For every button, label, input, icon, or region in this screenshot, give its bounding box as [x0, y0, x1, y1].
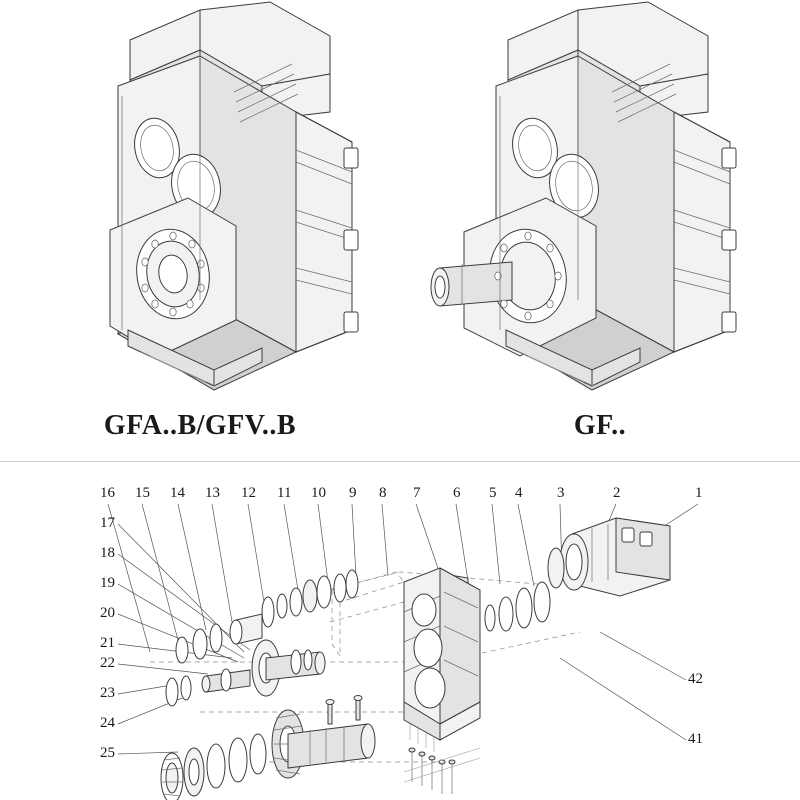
callout-7: 7	[413, 485, 421, 501]
caption-left: GFA..B/GFV..B	[103, 410, 297, 441]
callout-5: 5	[489, 485, 497, 501]
gear-unit-left	[0, 0, 400, 460]
callout-21: 21	[100, 635, 115, 651]
gear-unit-right	[400, 0, 800, 460]
callout-42: 42	[688, 671, 703, 687]
callout-18: 18	[100, 545, 115, 561]
callout-3: 3	[557, 485, 565, 501]
callout-4: 4	[515, 485, 523, 501]
callout-22: 22	[100, 655, 115, 671]
callout-24: 24	[100, 715, 115, 731]
callout-23: 23	[100, 685, 115, 701]
callout-25: 25	[100, 745, 115, 761]
exploded-view	[0, 462, 800, 800]
callout-20: 20	[100, 605, 115, 621]
callout-17: 17	[100, 515, 115, 531]
callout-10: 10	[311, 485, 326, 501]
callout-14: 14	[170, 485, 185, 501]
caption-right: GF..	[573, 410, 627, 441]
callout-11: 11	[277, 485, 292, 501]
callout-2: 2	[613, 485, 621, 501]
callout-8: 8	[379, 485, 387, 501]
callout-19: 19	[100, 575, 115, 591]
gear-unit-right-illustration	[400, 0, 800, 420]
callout-6: 6	[453, 485, 461, 501]
callout-9: 9	[349, 485, 357, 501]
callout-13: 13	[205, 485, 220, 501]
callout-41: 41	[688, 731, 703, 747]
callout-12: 12	[241, 485, 256, 501]
gear-unit-left-illustration	[0, 0, 400, 420]
exploded-view-illustration	[0, 462, 800, 800]
callout-15: 15	[135, 485, 150, 501]
callout-1: 1	[695, 485, 703, 501]
callout-16: 16	[100, 485, 115, 501]
